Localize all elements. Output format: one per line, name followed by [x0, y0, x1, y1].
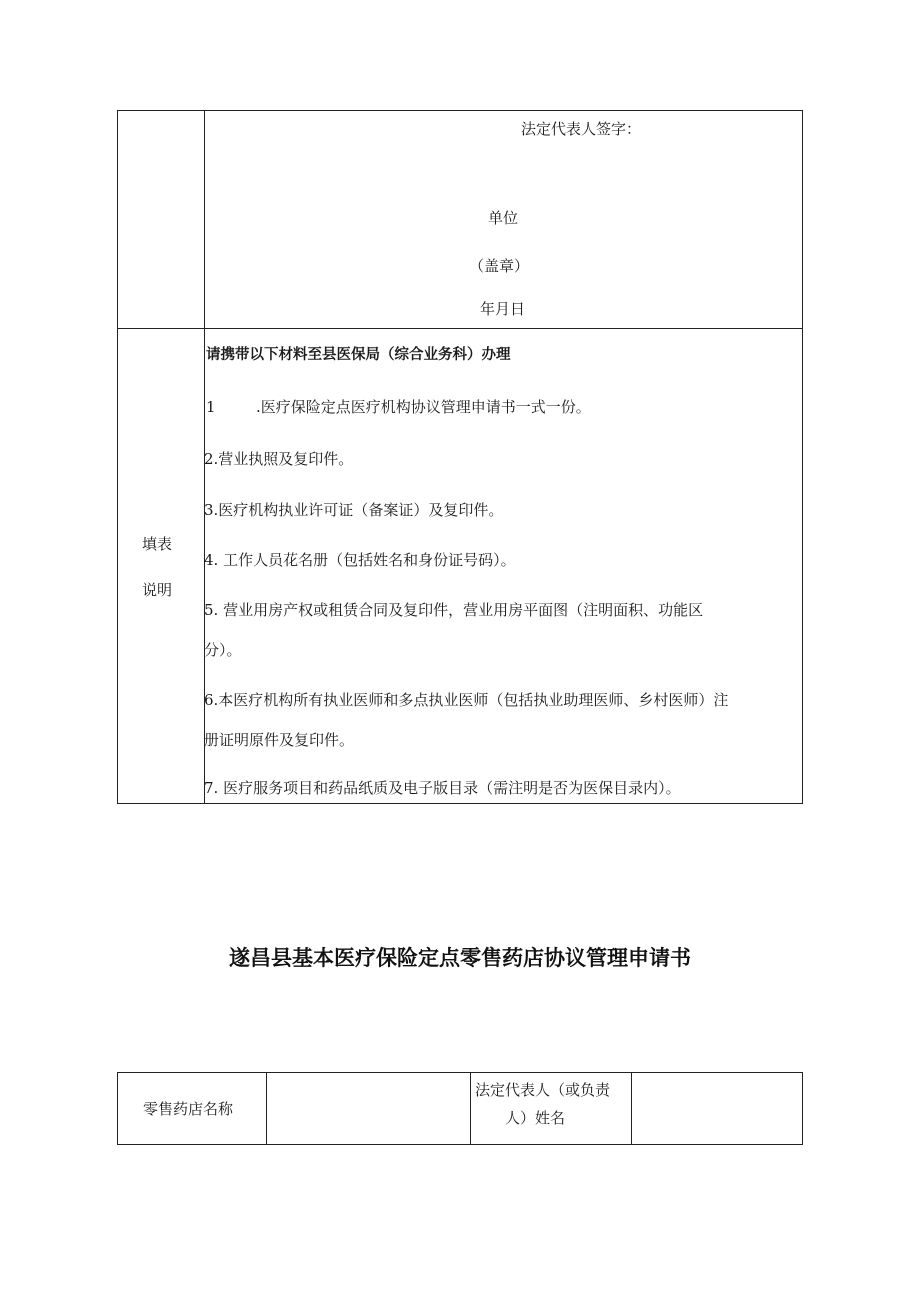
pharmacy-table-right-border: [802, 1072, 803, 1145]
instructions-label-line1: 填表: [142, 535, 173, 553]
table-bottom-border: [117, 803, 803, 804]
date-label: 年月日: [480, 300, 526, 318]
legal-rep-name-label-line1: 法定代表人（或负责: [475, 1081, 611, 1099]
legal-rep-signature-label: 法定代表人签字：: [521, 120, 642, 138]
instructions-label-line2: 说明: [142, 581, 173, 599]
pharmacy-table-divider-2: [470, 1072, 471, 1145]
item-2: 2.营业执照及复印件。: [204, 450, 354, 468]
table-top-border: [117, 110, 803, 111]
pharmacy-table-divider-1: [266, 1072, 267, 1145]
table-left-border: [117, 110, 118, 804]
item-3: 3.医疗机构执业许可证（备案证）及复印件。: [204, 501, 504, 519]
pharmacy-table-bottom-border: [117, 1144, 803, 1145]
item-6-line1: 6.本医疗机构所有执业医师和多点执业医师（包括执业助理医师、乡村医师）注: [204, 691, 729, 709]
pharmacy-table-left-border: [117, 1072, 118, 1145]
pharmacy-name-label: 零售药店名称: [143, 1100, 234, 1118]
item-6-line2: 册证明原件及复印件。: [204, 731, 355, 749]
item-5-line2: 分）。: [204, 641, 242, 659]
item-7: 7. 医疗服务项目和药品纸质及电子版目录（需注明是否为医保目录内）。: [204, 779, 681, 797]
unit-label: 单位: [488, 209, 519, 227]
pharmacy-table-divider-3: [631, 1072, 632, 1145]
table-row-divider: [117, 328, 803, 329]
form-title: 遂昌县基本医疗保险定点零售药店协议管理申请书: [229, 946, 691, 970]
item-1-text: .医疗保险定点医疗机构协议管理申请书一式一份。: [256, 398, 591, 416]
table-right-border: [802, 110, 803, 804]
item-1-number: 1: [206, 398, 216, 416]
item-5-line1: 5. 营业用房产权或租赁合同及复印件，营业用房平面图（注明面积、功能区: [204, 601, 704, 619]
instructions-heading: 请携带以下材料至县医保局（综合业务科）办理: [206, 347, 511, 363]
legal-rep-name-label-line2: 人）姓名: [505, 1109, 566, 1127]
seal-label: （盖章）: [469, 257, 530, 275]
item-4: 4. 工作人员花名册（包括姓名和身份证号码）。: [204, 551, 516, 569]
pharmacy-table-top-border: [117, 1072, 803, 1073]
